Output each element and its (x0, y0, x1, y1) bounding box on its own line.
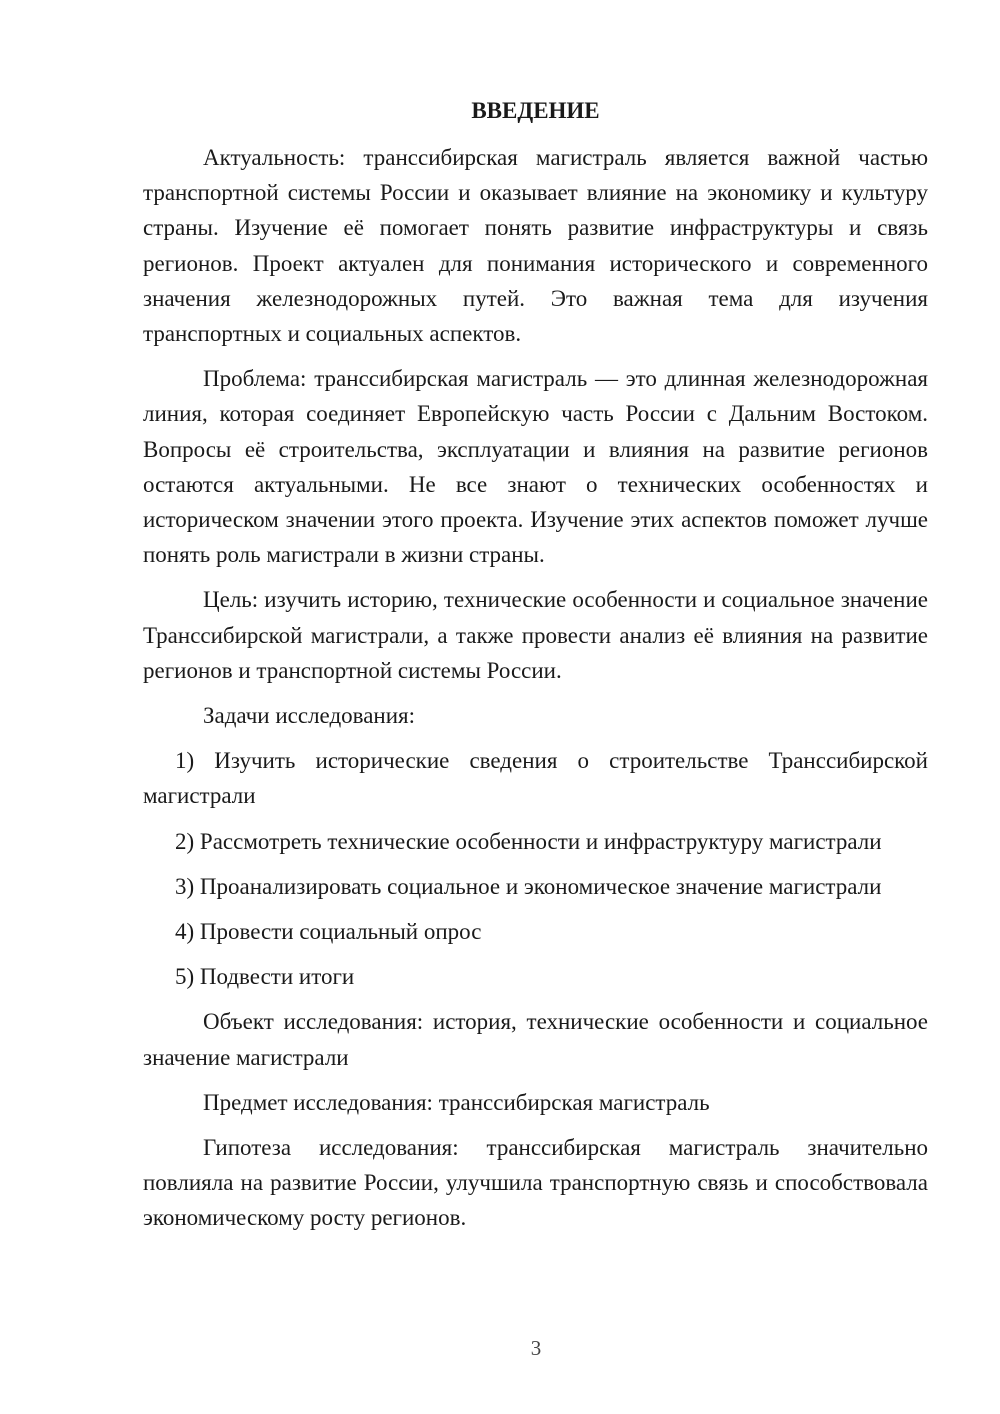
page-content (143, 93, 928, 1246)
section-title: ВВЕДЕНИЕ (471, 98, 600, 123)
problem-paragraph: Проблема: транссибирская магистраль — это длинная железнодорожная линия, которая соединяет Европейскую часть России с Дальним Востоком. Вопросы её строительства, эксплуатации и влияния на развитие регионов остаются актуальными. Не все знают о технических особенностях и историческом значении этого проекта. Изучение этих аспектов поможет лучше понять роль магистрали в жизни страны. (143, 366, 928, 568)
task-item-2: 2) Рассмотреть технические особенности и инфраструктуру магистрали (175, 828, 882, 854)
task-item-5: 5) Подвести итоги (175, 964, 355, 990)
task-item-1: 1) Изучить исторические сведения о строительстве Транссибирской магистрали (143, 748, 928, 809)
task-item-3: 3) Проанализировать социальное и экономическое значение магистрали (175, 873, 882, 899)
subject-paragraph: Предмет исследования: транссибирская магистраль (203, 1089, 710, 1115)
object-paragraph: Объект исследования: история, технические особенности и социальное значение магистрали (143, 1009, 928, 1070)
tasks-heading: Задачи исследования: (203, 703, 416, 729)
relevance-paragraph: Актуальность: транссибирская магистраль является важной частью транспортной системы России и оказывает влияние на экономику и культуру страны. Изучение её помогает понять развитие инфраструктуры и связь регионов. Проект актуален для понимания исторического и современного значения железнодорожных путей. Это важная тема для изучения транспортных и социальных аспектов. (143, 145, 928, 347)
page-number: 3 (530, 1336, 542, 1360)
goal-paragraph: Цель: изучить историю, технические особенности и социальное значение Транссибирской магистрали, а также провести анализ её влияния на развитие регионов и транспортной системы России. (143, 587, 928, 683)
task-item-4: 4) Провести социальный опрос (175, 919, 482, 945)
hypothesis-paragraph: Гипотеза исследования: транссибирская магистраль значительно повлияла на развитие России, улучшила транспортную связь и способствовала экономическому росту регионов. (143, 1135, 928, 1231)
